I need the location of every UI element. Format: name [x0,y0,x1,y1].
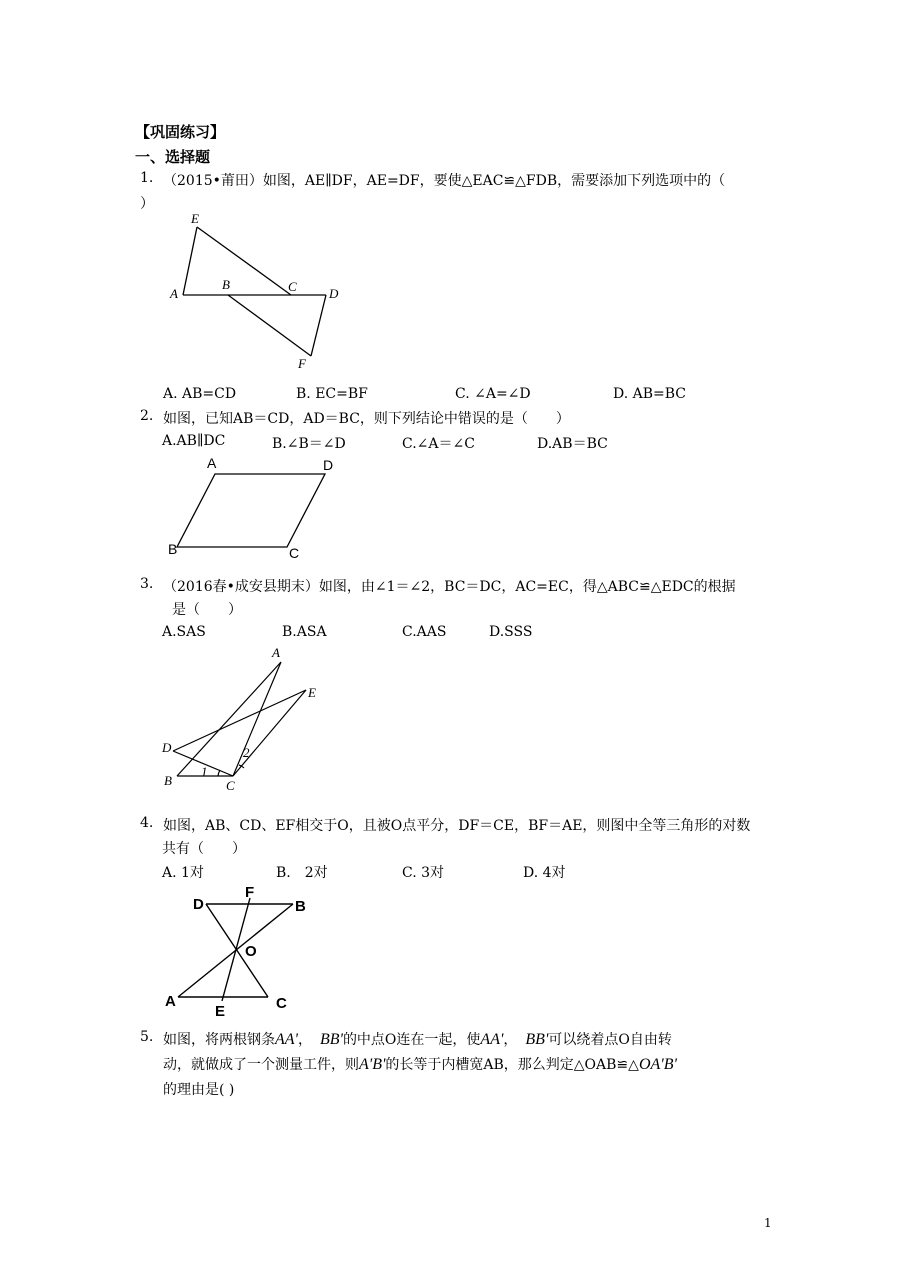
q2-text: 如图，已知AB＝CD，AD＝BC，则下列结论中错误的是（ ） [163,411,570,427]
q5-line-3: 的理由是( ) [163,1082,235,1098]
q3-label-e: E [308,685,316,700]
q5-number: 5. [140,1029,154,1045]
q1-label-d: D [329,286,339,301]
q5-math-aa: AA' [275,1031,298,1048]
q3-label-c: C [226,778,235,793]
q3-label-1: 1 [201,764,208,779]
q1-option-c: C. ∠A=∠D [455,386,531,402]
q3-number: 3. [140,576,154,592]
q1-option-d: D. AB=BC [613,386,687,402]
page-number: 1 [764,1216,772,1230]
q3-option-b: B.ASA [282,624,327,640]
q2-number: 2. [140,408,154,424]
q5-line1-a: 如图，将两根钢条 [163,1032,275,1048]
q5-line-2 [163,1054,677,1074]
q3-label-b: B [164,773,172,788]
q3-text: （2016春•成安县期末）如图，由∠1＝∠2，BC＝DC，AC=EC，得△ABC≌△EDC的根据 [163,579,736,595]
q1-label-c: C [288,279,297,294]
q4-option-b: B. 2对 [276,865,328,881]
q5-math-ab: A'B' [359,1056,386,1073]
q3-label-a: A [272,645,280,660]
q4-option-a: A. 1对 [162,865,204,881]
q1-text-cont: ） [140,196,154,212]
q4-label-e: E [215,1003,226,1020]
q4-number: 4. [140,815,154,831]
q4-label-b: B [295,898,306,915]
q4-label-f: F [245,884,255,901]
q3-option-d: D.SSS [489,624,533,640]
q2-option-b: B.∠B＝∠D [272,436,346,452]
q5-math-bb-2: BB' [525,1031,549,1048]
q2-label-d: D [323,457,334,473]
q2-option-a: A.AB∥DC [162,433,226,449]
q5-math-bb: BB' [319,1031,343,1048]
q3-label-2: 2 [243,745,250,760]
q5-math-oab: OA'B' [638,1056,677,1073]
q3-text-cont: 是（ ） [172,602,242,618]
q4-label-d: D [193,896,204,913]
q5-line1-c: 可以绕着点O自由转 [548,1032,672,1048]
q3-option-c: C.AAS [402,624,447,640]
subsection-title: 一、选择题 [135,148,211,166]
q1-label-b: B [222,277,230,292]
q5-sep-2: ， [503,1032,518,1048]
q4-label-o: O [245,943,257,960]
q1-option-b: B. EC=BF [296,386,368,402]
q5-sep-1: ， [297,1032,312,1048]
q1-number: 1. [140,170,154,186]
q3-option-a: A.SAS [162,624,206,640]
q4-text: 如图，AB、CD、EF相交于O，且被O点平分，DF＝CE，BF＝AE，则图中全等三角形的对数 [163,818,751,834]
q1-label-e: E [191,211,199,226]
q1-option-a: A. AB=CD [163,386,237,402]
q1-label-a: A [170,286,178,301]
q2-option-c: C.∠A＝∠C [402,436,475,452]
q5-math-aa-2: AA' [480,1031,504,1048]
q5-line2-b: 的长等于内槽宽AB，那么判定△OAB≌△ [385,1057,639,1073]
q4-label-a: A [165,993,176,1010]
q5-line2-a: 动，就做成了一个测量工件，则 [163,1057,359,1073]
section-title: 【巩固练习】 [135,123,226,141]
q2-label-b: B [168,541,178,557]
q5-line-1 [163,1029,672,1049]
q2-label-a: A [207,455,217,471]
q3-label-d: D [162,740,172,755]
q4-text-cont: 共有（ ） [162,841,246,857]
q1-label-f: F [298,356,306,371]
q1-text: （2015•莆田）如图，AE∥DF，AE=DF，要使△EAC≌△FDB，需要添加下列选项中的（ [163,173,726,189]
q4-option-c: C. 3对 [402,865,445,881]
q2-option-d: D.AB＝BC [537,436,608,452]
q2-label-c: C [289,545,300,561]
q4-label-c: C [276,995,287,1012]
q4-option-d: D. 4对 [523,865,566,881]
q5-line1-b: 的中点O连在一起，使 [342,1032,481,1048]
